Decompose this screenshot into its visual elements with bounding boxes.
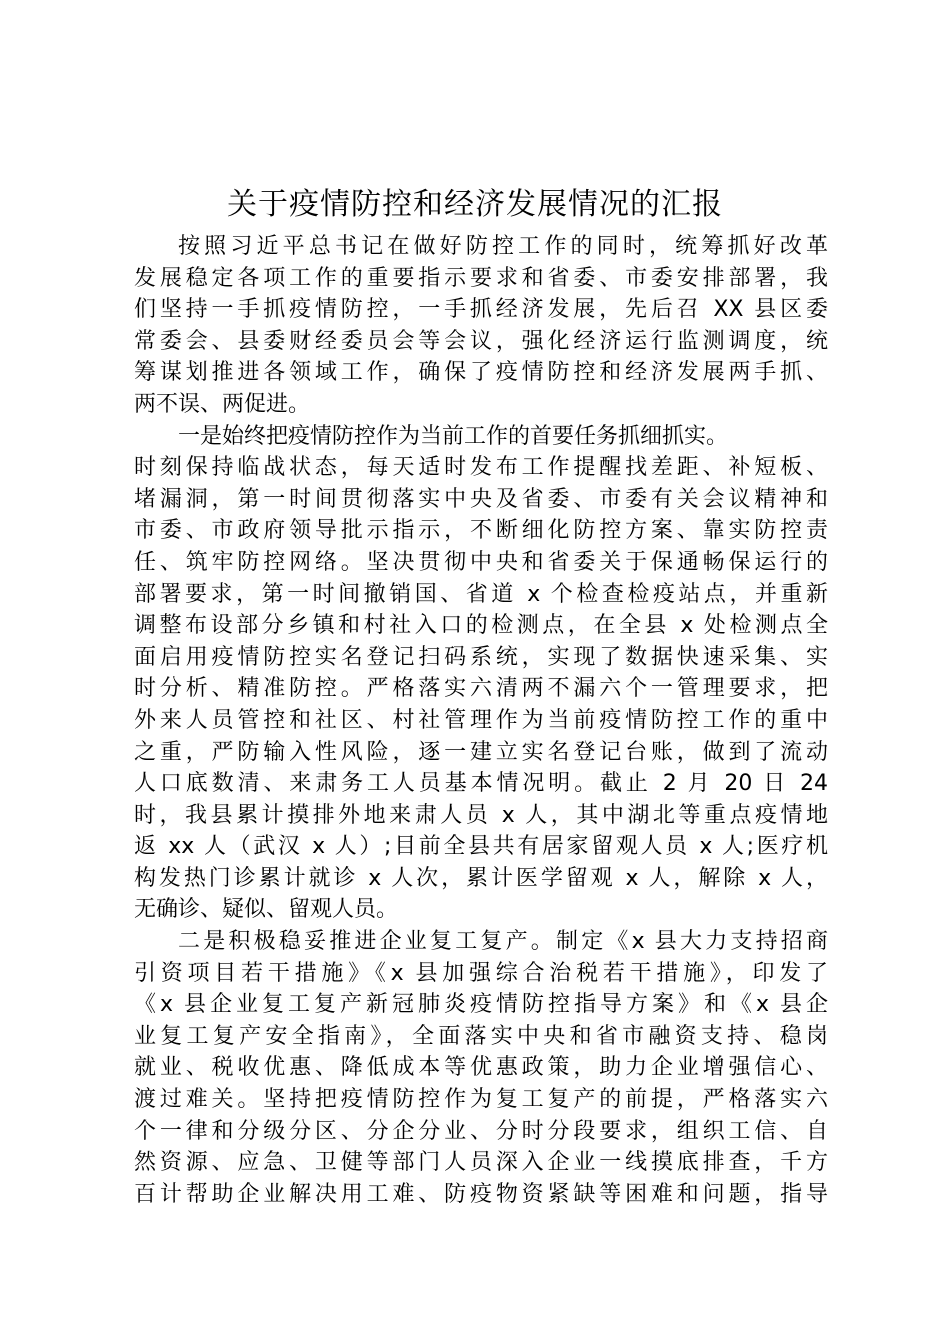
paragraph-line: 筹谋划推进各领域工作，确保了疫情防控和经济发展两手抓、 bbox=[134, 360, 828, 386]
paragraph-line: 时刻保持临战状态，每天适时发布工作提醒找差距、补短板、 bbox=[134, 455, 828, 481]
paragraph-line: 之重，严防输入性风险，逐一建立实名登记台账，做到了流动 bbox=[134, 739, 828, 765]
paragraph-line: 无确诊、疑似、留观人员。 bbox=[134, 897, 399, 923]
paragraph-line: 面启用疫情防控实名登记扫码系统，实现了数据快速采集、实 bbox=[134, 644, 828, 670]
paragraph-line: 构发热门诊累计就诊 x 人次，累计医学留观 x 人，解除 x 人， bbox=[134, 865, 828, 891]
paragraph-line: 调整布设部分乡镇和村社入口的检测点，在全县 x 处检测点全 bbox=[134, 613, 828, 639]
paragraph-line: 返 xx 人（武汉 x 人）;目前全县共有居家留观人员 x 人;医疗机 bbox=[134, 834, 828, 860]
paragraph-line: 发展稳定各项工作的重要指示要求和省委、市委安排部署，我 bbox=[134, 265, 828, 291]
paragraph-line: 个一律和分级分区、分企分业、分时分段要求，组织工信、自 bbox=[134, 1118, 828, 1144]
paragraph-line: 渡过难关。坚持把疫情防控作为复工复产的前提，严格落实六 bbox=[134, 1087, 828, 1113]
paragraph-line: 业复工复产安全指南》，全面落实中央和省市融资支持、稳岗 bbox=[134, 1023, 828, 1049]
paragraph-line: 按照习近平总书记在做好防控工作的同时，统筹抓好改革 bbox=[178, 234, 828, 259]
paragraph-line: 引资项目若干措施》《x 县加强综合治税若干措施》，印发了 bbox=[134, 960, 828, 986]
paragraph-line: 人口底数清、来肃务工人员基本情况明。截止 2 月 20 日 24 bbox=[134, 771, 828, 797]
paragraph-line: 部署要求，第一时间撤销国、省道 x 个检查检疫站点，并重新 bbox=[134, 581, 828, 607]
paragraph-line: 时，我县累计摸排外地来肃人员 x 人，其中湖北等重点疫情地 bbox=[134, 802, 828, 828]
paragraph-3 bbox=[134, 926, 828, 1210]
paragraph-line: 外来人员管控和社区、村社管理作为当前疫情防控工作的重中 bbox=[134, 707, 828, 733]
paragraph-line: 们坚持一手抓疫情防控，一手抓经济发展，先后召 XX 县区委 bbox=[134, 297, 828, 323]
paragraph-line: 两不误、两促进。 bbox=[134, 391, 311, 417]
paragraph-1 bbox=[134, 231, 828, 421]
document-title: 关于疫情防控和经济发展情况的汇报 bbox=[227, 187, 723, 222]
paragraph-line: 一是始终把疫情防控作为当前工作的首要任务抓细抓实。 bbox=[178, 423, 729, 449]
paragraph-line: 二是积极稳妥推进企业复工复产。制定《x 县大力支持招商 bbox=[178, 929, 828, 955]
paragraph-line: 市委、市政府领导批示指示，不断细化防控方案、靠实防控责 bbox=[134, 518, 828, 544]
paragraph-2 bbox=[134, 421, 828, 927]
paragraph-line: 然资源、应急、卫健等部门人员深入企业一线摸底排查，千方 bbox=[134, 1150, 828, 1176]
paragraph-line: 就业、税收优惠、降低成本等优惠政策，助力企业增强信心、 bbox=[134, 1055, 828, 1081]
paragraph-line: 常委会、县委财经委员会等会议，强化经济运行监测调度，统 bbox=[134, 328, 828, 354]
paragraph-line: 时分析、精准防控。严格落实六清两不漏六个一管理要求，把 bbox=[134, 676, 828, 702]
paragraph-line: 任、筑牢防控网络。坚决贯彻中央和省委关于保通畅保运行的 bbox=[134, 549, 828, 575]
paragraph-line: 百计帮助企业解决用工难、防疫物资紧缺等困难和问题，指导 bbox=[134, 1181, 828, 1207]
paragraph-line: 《x 县企业复工复产新冠肺炎疫情防控指导方案》和《x 县企 bbox=[134, 992, 828, 1018]
paragraph-line: 堵漏洞，第一时间贯彻落实中央及省委、市委有关会议精神和 bbox=[134, 486, 828, 512]
document-body bbox=[134, 231, 828, 1210]
